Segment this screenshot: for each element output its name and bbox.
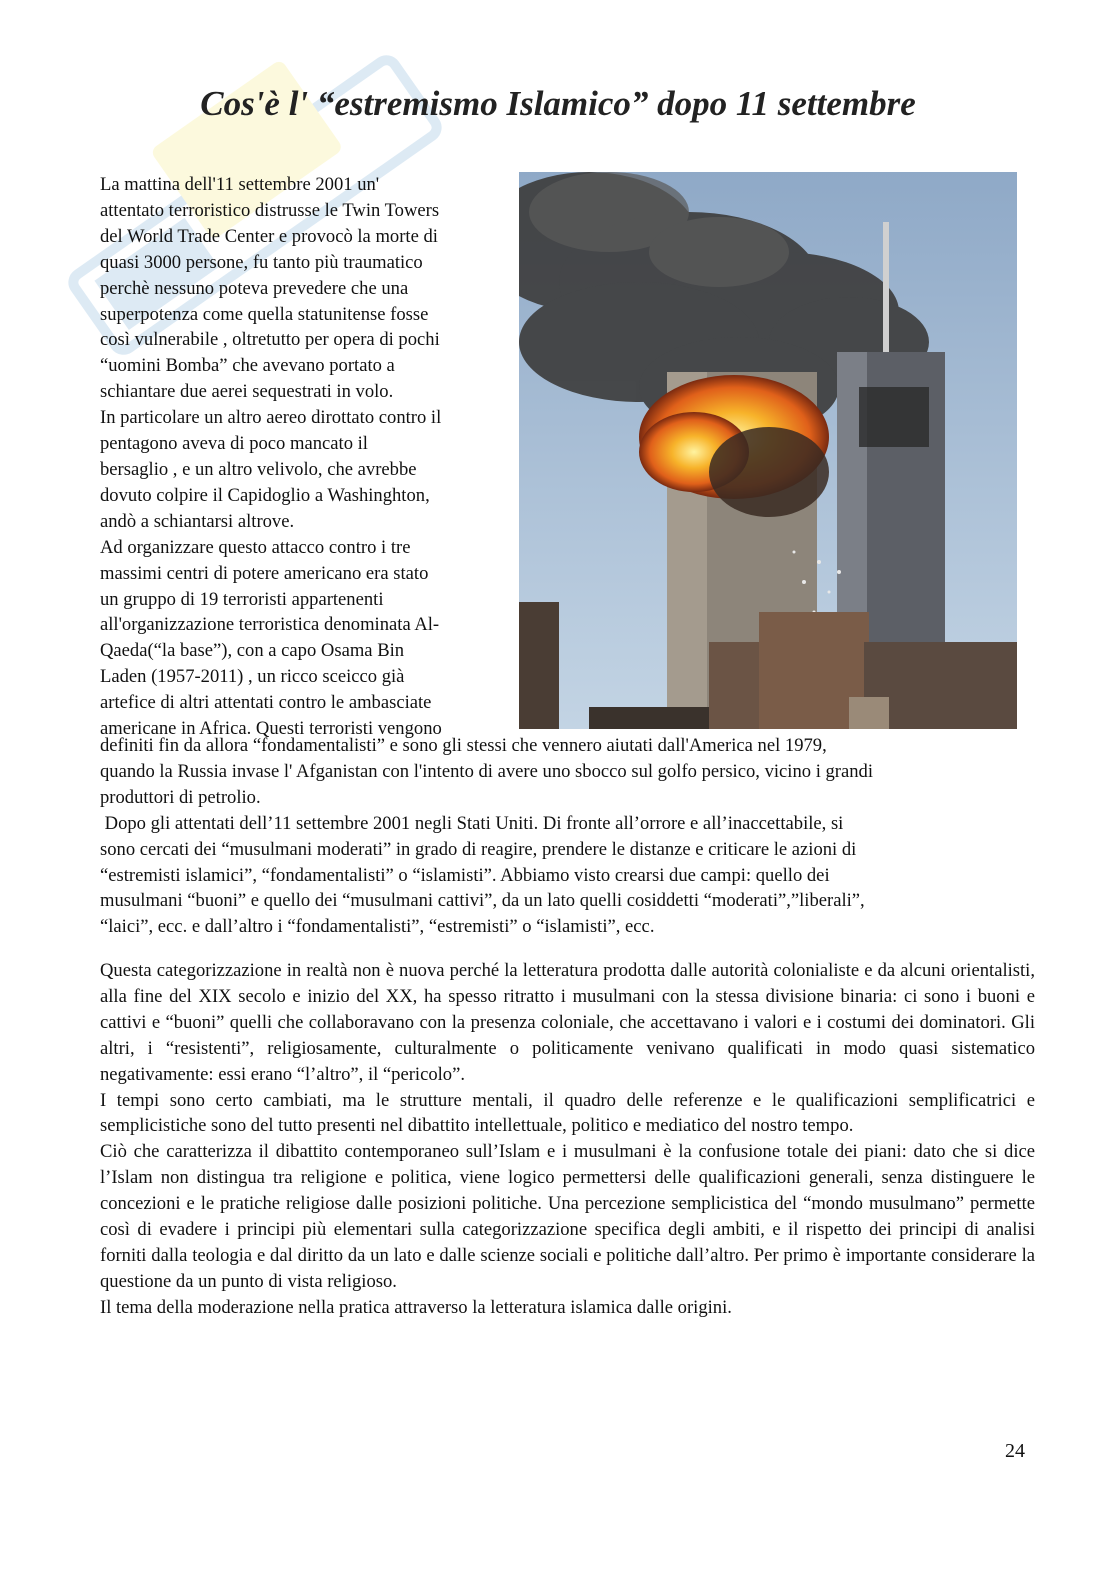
text-line: andò a schiantarsi altrove. [100, 510, 295, 532]
twin-towers-photo [519, 172, 1017, 729]
text-line: Qaeda(“la base”), con a capo Osama Bin [100, 640, 405, 662]
paragraph: Il tema della moderazione nella pratica attraverso la letteratura islamica dalle origini. [100, 1296, 732, 1318]
text-line: perchè nessuno poteva prevedere che una [100, 277, 409, 299]
intro-column [100, 172, 514, 742]
page-number: 24 [1005, 1440, 1025, 1462]
text-line: In particolare un altro aereo dirottato contro il [100, 407, 442, 429]
text-line: superpotenza come quella statunitense fosse [100, 303, 429, 325]
text-line: schiantare due aerei sequestrati in volo. [100, 381, 394, 403]
text-line: “laici”, ecc. e dall’altro i “fondamentalisti”, “estremisti” o “islamisti”, ecc. [100, 916, 655, 938]
text-line: definiti fin da allora “fondamentalisti” e sono gli stessi che vennero aiutati dall'America nel 1979, [100, 735, 827, 756]
paragraph: Ciò che caratterizza il dibattito contemporaneo sull’Islam e i musulmani è la confusione totale dei piani: dato che si dice l’Islam non distingua tra religione e politica, viene logico permettersi delle qualificazioni generali, senza distinguere le concezioni e le pratiche religiose dalle posizioni politiche. Una percezione semplicistica del “mondo musulmano” permette così di evadere i principi più elementari sulla categorizzazione specifica degli ambiti, e il rispetto dei principi di analisi forniti dalla teologia e dal diritto da un lato e dalle scienze sociali e politiche dall’altro. Per primo è importante considerare la questione da un punto di vista religioso. [100, 1141, 1035, 1292]
body-paragraphs [100, 958, 1035, 1321]
text-line: musulmani “buoni” e quello dei “musulmani cattivi”, da un lato quelli cosiddetti “moderati”,”liberali”, [100, 890, 865, 912]
text-line: pentagono aveva di poco mancato il [100, 433, 368, 455]
text-line: Ad organizzare questo attacco contro i tre [100, 536, 411, 558]
text-line: all'organizzazione terroristica denominata Al- [100, 614, 440, 636]
text-line: Dopo gli attentati dell’11 settembre 2001 negli Stati Uniti. Di fronte all’orrore e all’inaccettabile, si [100, 812, 844, 834]
text-line: attentato terroristico distrusse le Twin Towers [100, 199, 440, 221]
text-line: “uomini Bomba” che avevano portato a [100, 355, 395, 377]
page-title: Cos'è l' “estremismo Islamico” dopo 11 settembre [200, 84, 916, 123]
text-line: quando la Russia invase l' Afganistan con l'intento di avere uno sbocco sul golfo persico, vicino i grandi [100, 760, 874, 782]
text-line: “estremisti islamici”, “fondamentalisti” o “islamisti”. Abbiamo visto crearsi due campi: quello dei [100, 864, 830, 886]
text-line: un gruppo di 19 terroristi appartenenti [100, 588, 384, 610]
text-line: La mattina dell'11 settembre 2001 un' [100, 174, 380, 195]
text-line: dovuto colpire il Capidoglio a Washinghton, [100, 484, 430, 506]
text-line: artefice di altri attentati contro le ambasciate [100, 692, 432, 714]
continuation-block [100, 733, 1035, 940]
text-line: quasi 3000 persone, fu tanto più traumatico [100, 251, 423, 273]
paragraph: I tempi sono certo cambiati, ma le strutture mentali, il quadro delle referenze e le qualificazioni semplificatrici e semplicistiche sono del tutto presenti nel dibattito intellettuale, politico e mediatico del nostro tempo. [100, 1089, 1035, 1137]
text-line: del World Trade Center e provocò la morte di [100, 225, 438, 247]
text-line: massimi centri di potere americano era stato [100, 562, 429, 584]
text-line: americane in Africa. Questi terroristi vengono [100, 718, 442, 740]
text-line: così vulnerabile , oltretutto per opera di pochi [100, 329, 440, 351]
text-line: bersaglio , e un altro velivolo, che avrebbe [100, 458, 417, 480]
text-line: produttori di petrolio. [100, 786, 261, 808]
text-line: Laden (1957-2011) , un ricco sceicco già [100, 666, 405, 688]
text-line: sono cercati dei “musulmani moderati” in grado di reagire, prendere le distanze e criticare le azioni di [100, 838, 857, 860]
paragraph: Questa categorizzazione in realtà non è nuova perché la letteratura prodotta dalle autorità colonialiste e da alcuni orientalisti, alla fine del XIX secolo e inizio del XX, ha spesso ritratto i musulmani con la stessa divisione binaria: ci sono i buoni e cattivi e “buoni” quelli che collaboravano con la presenza coloniale, che accettavano i valori e i costumi dei dominatori. Gli altri, i “resistenti”, religiosamente, culturalmente o politicamente venivano qualificati in modo quasi sistematico negativamente: essi erano “l’altro”, il “pericolo”. [100, 960, 1035, 1085]
